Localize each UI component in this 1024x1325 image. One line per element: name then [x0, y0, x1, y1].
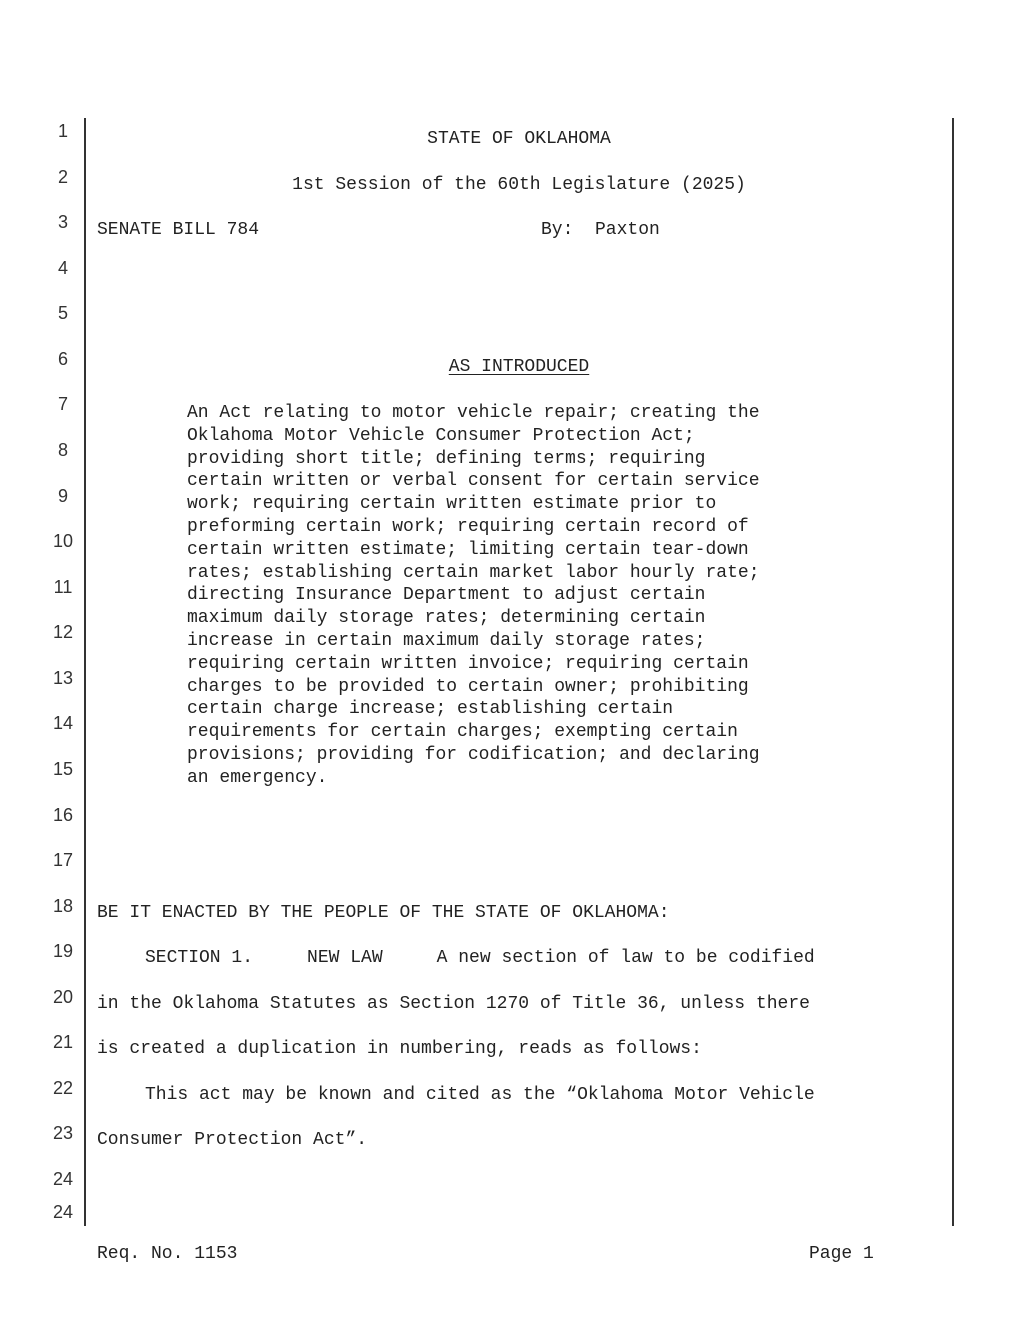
line-number: 16 — [52, 805, 74, 825]
section-paragraph-line: This act may be known and cited as the “Oklahoma Motor Vehicle — [145, 1085, 815, 1105]
bill-author: By: Paxton — [541, 220, 660, 240]
summary-line: maximum daily storage rates; determining certain — [187, 608, 706, 629]
section-text-line: is created a duplication in numbering, reads as follows: — [97, 1039, 702, 1059]
line-number: 7 — [57, 394, 68, 414]
bill-status-label: AS INTRODUCED — [448, 357, 590, 377]
line-number: 2 — [57, 167, 68, 187]
summary-line: directing Insurance Department to adjust certain — [187, 585, 706, 606]
line-number: 17 — [52, 850, 74, 870]
line-number: 1 — [57, 121, 68, 141]
line-number: 23 — [52, 1123, 74, 1143]
section-paragraph-line: Consumer Protection Act”. — [97, 1130, 368, 1150]
line-number: 14 — [52, 713, 74, 733]
session-heading: 1st Session of the 60th Legislature (2025) — [292, 175, 746, 195]
request-number: Req. No. 1153 — [97, 1244, 238, 1264]
line-number: 19 — [52, 941, 74, 961]
cut-off-line-number: 24 — [52, 1202, 74, 1222]
line-number: 15 — [52, 759, 74, 779]
summary-line: An Act relating to motor vehicle repair; creating the — [187, 403, 760, 423]
summary-line: requiring certain written invoice; requiring certain — [187, 653, 749, 674]
line-number: 5 — [57, 303, 68, 323]
line-number: 6 — [57, 349, 68, 369]
summary-line: rates; establishing certain market labor hourly rate; — [187, 562, 760, 583]
bill-number: SENATE BILL 784 — [97, 220, 260, 240]
section-text-line: in the Oklahoma Statutes as Section 1270 of Title 36, unless there — [97, 994, 810, 1014]
line-number: 11 — [53, 577, 73, 597]
line-number: 12 — [52, 622, 74, 642]
summary-line: certain charge increase; establishing certain — [187, 699, 674, 720]
line-number: 9 — [57, 486, 68, 506]
state-heading: STATE OF OKLAHOMA — [427, 129, 611, 149]
line-number: 3 — [57, 212, 68, 232]
line-number: 18 — [52, 896, 74, 916]
summary-line: charges to be provided to certain owner; prohibiting — [187, 676, 749, 697]
summary-line: requirements for certain charges; exempting certain — [187, 722, 738, 743]
line-number: 4 — [57, 258, 68, 278]
summary-line: an emergency. — [187, 767, 328, 788]
summary-line: providing short title; defining terms; requiring — [187, 448, 706, 469]
right-margin-rule — [952, 118, 954, 1226]
summary-line: Oklahoma Motor Vehicle Consumer Protection Act; — [187, 425, 695, 446]
line-number: 21 — [52, 1032, 74, 1052]
line-number-column — [0, 0, 84, 1325]
line-number: 10 — [52, 531, 74, 551]
summary-line: certain written estimate; limiting certain tear-down — [187, 539, 749, 560]
summary-line: provisions; providing for codification; and declaring — [187, 744, 760, 765]
page-number: Page 1 — [809, 1244, 874, 1264]
summary-line: preforming certain work; requiring certain record of — [187, 516, 749, 537]
summary-line: work; requiring certain written estimate prior to — [187, 494, 717, 515]
line-number: 13 — [52, 668, 74, 688]
section-heading: SECTION 1. NEW LAW A new section of law to be codified — [145, 948, 815, 968]
line-number: 8 — [57, 440, 68, 460]
line-number: 24 — [52, 1169, 74, 1189]
summary-line: certain written or verbal consent for certain service — [187, 471, 760, 492]
line-number: 22 — [52, 1078, 74, 1098]
summary-line: increase in certain maximum daily storage rates; — [187, 630, 706, 651]
act-summary — [187, 402, 907, 790]
enacting-clause: BE IT ENACTED BY THE PEOPLE OF THE STATE OF OKLAHOMA: — [97, 903, 670, 923]
bill-status — [86, 356, 952, 378]
line-number: 20 — [52, 987, 74, 1007]
